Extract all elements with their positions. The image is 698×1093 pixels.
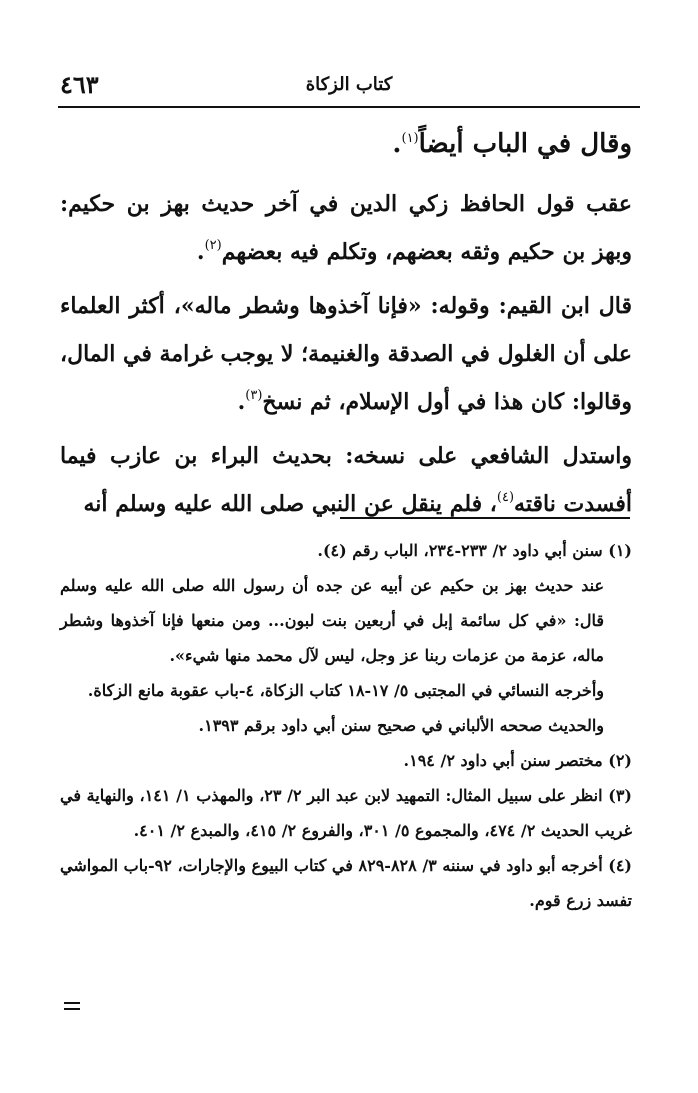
footnotes <box>60 533 632 918</box>
paragraph-3-text-before: واستدل الشافعي على نسخه: بحديث البراء بن عازب فيما أفسدت ناقته <box>60 443 632 517</box>
footnote-ref-4[interactable]: (٤) <box>496 490 515 505</box>
paragraph-1 <box>60 180 632 276</box>
page-number: ٤٦٣ <box>60 70 99 99</box>
footnote-line: (٤) أخرجه أبو داود في سننه ٣/ ٨٢٨-٨٢٩ في كتاب البيوع والإجارات، ٩٢-باب المواشي تفسد زرع قوم. <box>60 856 632 910</box>
footnote-line: (٢) مختصر سنن أبي داود ٢/ ١٩٤. <box>403 751 632 770</box>
paragraph-1-end: . <box>196 239 205 265</box>
footnote-divider <box>340 517 630 519</box>
footnote-ref-1[interactable]: (١) <box>401 131 419 146</box>
footnote-line: (٣) انظر على سبيل المثال: التمهيد لابن عبد البر ٢/ ٢٣، والمهذب ١/ ١٤١، والنهاية في غريب الحديث ٢/ ٤٧٤، والمجموع ٥/ ٣٠١، والفروع ٢/ ٤١٥، والمبدع ٢/ ٤٠١. <box>60 786 632 840</box>
footnote-line: عند حديث بهز بن حكيم عن أبيه عن جده أن رسول الله صلى الله عليه وسلم قال: «في كل سائمة إبل في أربعين بنت لبون... ومن منعها فإنا آخذوها وشطر ماله، عزمة من عزمات ربنا عز وجل، ليس لآل محمد منها شيء». <box>60 576 604 665</box>
paragraph-3-text-after: ، فلم ينقل عن النبي صلى الله عليه وسلم أنه <box>83 491 497 517</box>
section-heading <box>60 118 632 170</box>
footnote-ref-3[interactable]: (٣) <box>245 388 263 403</box>
footnote-line: وأخرجه النسائي في المجتبى ٥/ ١٧-١٨ كتاب الزكاة، ٤-باب عقوبة مانع الزكاة. <box>87 681 604 700</box>
paragraph-2-text: قال ابن القيم: وقوله: «فإنا آخذوها وشطر ماله»، أكثر العلماء على أن الغلول في الصدقة والغنيمة؛ لا يوجب غرامة في المال، وقالوا: كان هذا في أول الإسلام، ثم نسخ <box>60 293 632 415</box>
footnote-line: (١) سنن أبي داود ٢/ ٢٣٣-٢٣٤، الباب رقم (٤). <box>317 541 632 560</box>
running-title: كتاب الزكاة <box>305 74 393 95</box>
footnote-line: والحديث صححه الألباني في صحيح سنن أبي داود برقم ١٣٩٣. <box>198 716 604 735</box>
header-divider <box>58 106 640 108</box>
paragraph-2-end: . <box>237 389 246 415</box>
paragraph-1-text: عقب قول الحافظ زكي الدين في آخر حديث بهز بن حكيم: وبهز بن حكيم وثقه بعضهم، وتكلم فيه بعضهم <box>60 191 632 265</box>
footnote-ref-2[interactable]: (٢) <box>204 238 222 253</box>
page-header <box>60 66 638 106</box>
paragraph-2 <box>60 282 632 426</box>
main-text <box>60 118 632 534</box>
paragraph-3 <box>60 432 632 528</box>
heading-end: . <box>392 129 402 159</box>
heading-text: وقال في الباب أيضاً <box>418 129 632 159</box>
continuation-mark <box>64 1002 80 1011</box>
